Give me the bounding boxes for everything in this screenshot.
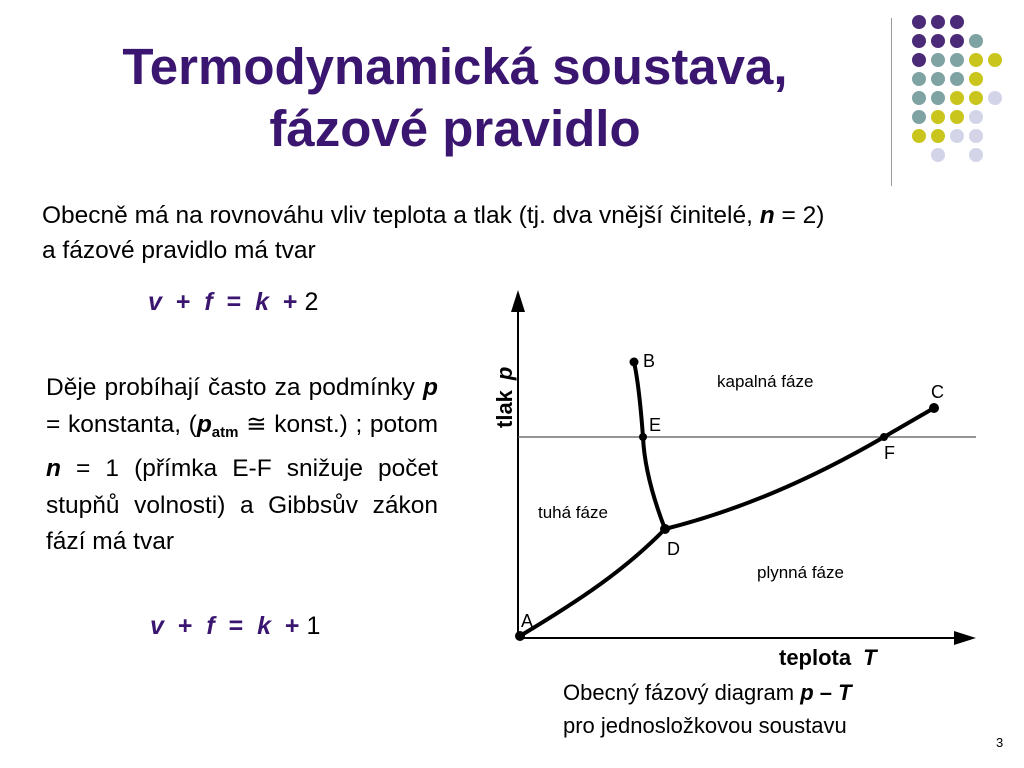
- y-axis: [511, 290, 525, 638]
- region-liquid-label: kapalná fáze: [717, 372, 814, 391]
- point-c-label: C: [931, 382, 944, 402]
- eq1-plus1: +: [175, 288, 191, 316]
- y-axis-title: [492, 367, 517, 428]
- intro-text-1: Obecně má na rovnováhu vliv teplota a tlak (tj. dva vnější činitelé,: [42, 202, 760, 229]
- equation-general: [148, 288, 318, 317]
- eq1-v: v: [148, 288, 162, 316]
- caption-text-1: Obecný fázový diagram: [563, 680, 801, 705]
- caption-line2: pro jednosložkovou soustavu: [563, 713, 847, 738]
- eq2-num: 1: [306, 612, 321, 640]
- title-divider-line: [891, 18, 892, 186]
- eq1-num: 2: [304, 288, 319, 316]
- eq1-f: f: [204, 288, 213, 316]
- eq2-v: v: [150, 612, 164, 640]
- point-b-dot: [630, 358, 639, 367]
- caption-t-symbol: T: [838, 680, 852, 705]
- y-axis-label: tlak: [492, 390, 517, 428]
- body-text-4: = 1 (přímka E-F snižuje počet stupňů volnosti) a Gibbsův zákon fází má tvar: [46, 455, 438, 555]
- body-paragraph: [46, 370, 438, 561]
- equation-isobaric: [150, 612, 320, 641]
- intro-text-2: = 2) a fázové pravidlo má tvar: [42, 202, 825, 264]
- vaporization-curve-d-c: [665, 408, 934, 529]
- caption-dash: –: [813, 680, 839, 705]
- diagram-caption: [563, 676, 993, 742]
- point-c-dot: [929, 403, 939, 413]
- body-patm-p: p: [196, 410, 212, 438]
- point-d-label: D: [667, 539, 680, 559]
- point-e-dot: [639, 433, 647, 441]
- svg-text:tlakp: [492, 367, 517, 428]
- eq2-k: k: [257, 612, 271, 640]
- point-d-dot: [660, 524, 670, 534]
- slide-title-line2: fázové pravidlo: [269, 100, 641, 157]
- body-n-symbol: n: [46, 455, 61, 482]
- phase-diagram: [475, 285, 990, 675]
- eq1-plus2: +: [282, 288, 298, 316]
- region-gas-label: plynná fáze: [757, 563, 844, 582]
- body-text-2: = konstanta, (: [46, 410, 197, 438]
- eq2-eq: =: [228, 612, 244, 640]
- point-f-label: F: [884, 443, 895, 463]
- x-axis: [518, 631, 976, 645]
- eq2-f: f: [206, 612, 215, 640]
- point-a-label: A: [521, 611, 534, 631]
- eq2-plus2: +: [284, 612, 300, 640]
- caption-p-symbol: p: [800, 680, 814, 705]
- region-solid-label: tuhá fáze: [538, 503, 608, 522]
- point-b-label: B: [643, 351, 656, 371]
- body-patm-sub: atm: [211, 423, 239, 441]
- sublimation-curve-a-d: [520, 529, 665, 636]
- slide-title-line1: Termodynamická soustava,: [122, 38, 788, 95]
- x-axis-label: teplota: [779, 645, 852, 670]
- slide-title: [40, 36, 870, 160]
- point-e-label: E: [649, 415, 662, 435]
- eq2-plus1: +: [177, 612, 193, 640]
- point-f-dot: [880, 433, 888, 441]
- melting-curve-d-b: [634, 362, 665, 529]
- body-text-3: ≅ konst.) ; potom: [238, 410, 438, 438]
- body-p-symbol: p: [423, 374, 438, 401]
- intro-paragraph: [42, 198, 842, 268]
- point-a-dot: [515, 631, 525, 641]
- eq1-k: k: [255, 288, 269, 316]
- x-axis-title: [779, 645, 878, 670]
- intro-n-symbol: n: [759, 202, 775, 229]
- eq1-eq: =: [226, 288, 242, 316]
- y-axis-symbol: p: [492, 366, 517, 381]
- page-number: 3: [996, 735, 1004, 750]
- x-axis-symbol: T: [863, 645, 877, 670]
- body-text-1: Děje probíhají často za podmínky: [46, 374, 424, 401]
